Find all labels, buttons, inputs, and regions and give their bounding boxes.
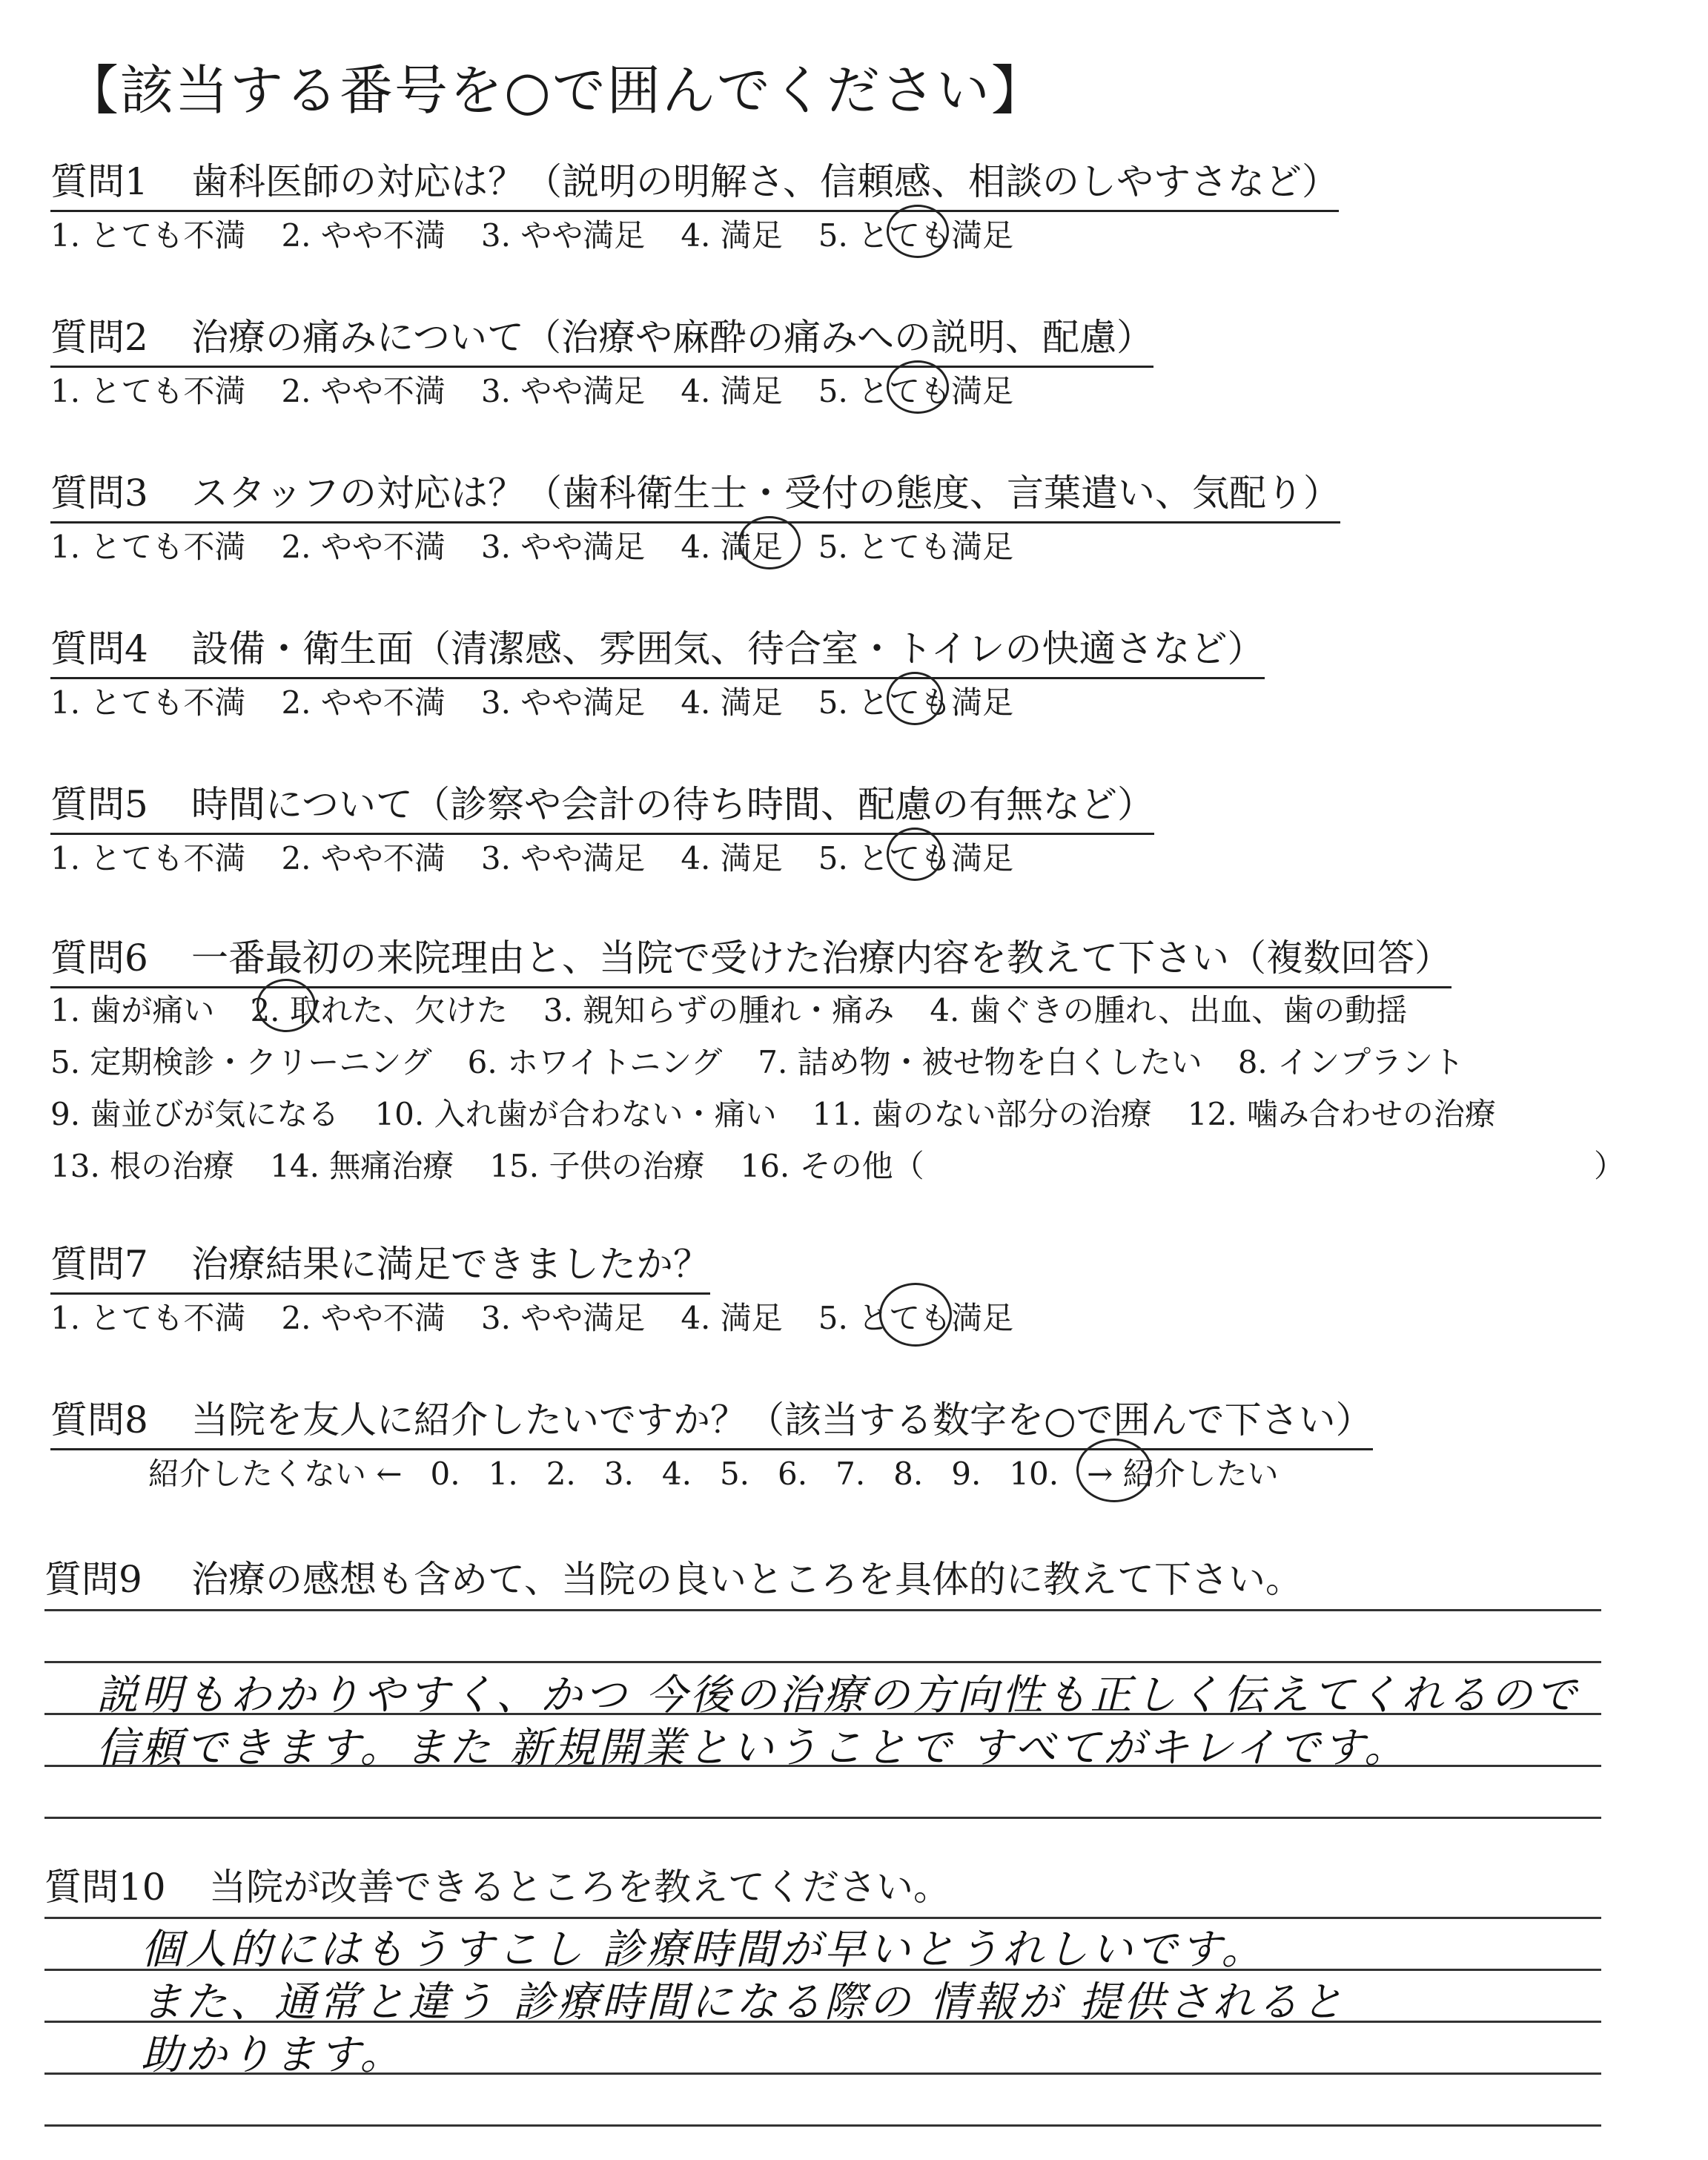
q1-option-1[interactable]: 1. とても不満 xyxy=(50,217,246,254)
question-7-number: 質問7 xyxy=(50,1243,148,1286)
q8-scale-1[interactable]: 1. xyxy=(488,1456,518,1492)
q2-option-2[interactable]: 2. やや不満 xyxy=(281,373,446,409)
q1-selected-circle xyxy=(887,205,949,258)
question-4-heading xyxy=(50,619,1265,679)
question-4-number: 質問4 xyxy=(50,627,148,670)
question-5-number: 質問5 xyxy=(50,783,148,826)
q10-answer-line-5 xyxy=(44,2124,1601,2127)
q4-option-1[interactable]: 1. とても不満 xyxy=(50,684,246,721)
question-9-heading xyxy=(44,1550,1302,1603)
question-5-text: 時間について（診察や会計の待ち時間、配慮の有無など） xyxy=(191,783,1154,826)
q6-option-2[interactable]: 2. 取れた、欠けた xyxy=(250,992,508,1028)
q8-left-label: 紹介したくない ← xyxy=(148,1456,403,1492)
question-10-heading xyxy=(44,1857,950,1911)
question-2-number: 質問2 xyxy=(50,316,148,359)
q2-option-3[interactable]: 3. やや満足 xyxy=(480,373,646,409)
question-9-text: 治療の感想も含めて、当院の良いところを具体的に教えて下さい。 xyxy=(191,1558,1302,1601)
q6-option-3[interactable]: 3. 親知らずの腫れ・痛み xyxy=(543,992,895,1028)
q8-scale-4[interactable]: 4. xyxy=(661,1456,692,1492)
q7-option-5[interactable]: 5. とても満足 xyxy=(818,1300,1014,1336)
question-7-heading xyxy=(50,1235,710,1295)
q6-option-14[interactable]: 14. 無痛治療 xyxy=(270,1148,454,1184)
question-10-text: 当院が改善できるところを教えてください。 xyxy=(209,1866,950,1909)
question-8-heading xyxy=(50,1390,1373,1450)
q6-option-11[interactable]: 11. 歯のない部分の治療 xyxy=(812,1096,1152,1132)
question-6-text: 一番最初の来院理由と、当院で受けた治療内容を教えて下さい（複数回答） xyxy=(191,937,1452,980)
q7-option-3[interactable]: 3. やや満足 xyxy=(480,1300,646,1336)
q7-option-4[interactable]: 4. 満足 xyxy=(681,1300,783,1336)
q8-scale-7[interactable]: 7. xyxy=(835,1456,866,1492)
q9-answer-line-5 xyxy=(44,1817,1601,1819)
q1-option-2[interactable]: 2. やや不満 xyxy=(281,217,446,254)
q8-scale-5[interactable]: 5. xyxy=(719,1456,750,1492)
q7-option-2[interactable]: 2. やや不満 xyxy=(281,1300,446,1336)
q4-option-3[interactable]: 3. やや満足 xyxy=(480,684,646,721)
q2-option-5[interactable]: 5. とても満足 xyxy=(818,373,1014,409)
question-6-row-3 xyxy=(50,1090,1532,1135)
question-2-heading xyxy=(50,308,1153,368)
q10-handwritten-answer-3[interactable]: 助かります。 xyxy=(141,2031,405,2079)
q3-option-3[interactable]: 3. やや満足 xyxy=(480,529,646,565)
q5-option-4[interactable]: 4. 満足 xyxy=(681,840,783,876)
q7-option-1[interactable]: 1. とても不満 xyxy=(50,1300,246,1336)
q1-option-5[interactable]: 5. とても満足 xyxy=(818,217,1014,254)
q8-scale-9[interactable]: 9. xyxy=(951,1456,982,1492)
q5-option-2[interactable]: 2. やや不満 xyxy=(281,840,446,876)
q4-option-4[interactable]: 4. 満足 xyxy=(681,684,783,721)
question-10-number: 質問10 xyxy=(44,1866,166,1909)
q6-option-7[interactable]: 7. 詰め物・被せ物を白くしたい xyxy=(758,1044,1202,1080)
question-1-heading xyxy=(50,152,1339,212)
q4-option-2[interactable]: 2. やや不満 xyxy=(281,684,446,721)
q8-scale-10[interactable]: 10. xyxy=(1009,1456,1059,1492)
q3-option-1[interactable]: 1. とても不満 xyxy=(50,529,246,565)
question-4-text: 設備・衛生面（清潔感、雰囲気、待合室・トイレの快適さなど） xyxy=(191,627,1265,670)
question-3-text: スタッフの対応は？（歯科衛生士・受付の態度、言葉遣い、気配り） xyxy=(191,472,1340,515)
q10-handwritten-answer-1[interactable]: 個人的にはもうすこし 診療時間が早いとうれしいです。 xyxy=(141,1926,1266,1974)
question-6-row-4 xyxy=(50,1142,960,1186)
question-6-number: 質問6 xyxy=(50,937,148,980)
question-1-text: 歯科医師の対応は？（説明の明解さ、信頼感、相談のしやすさなど） xyxy=(191,160,1339,203)
q4-selected-circle xyxy=(887,672,943,725)
q9-handwritten-answer-2[interactable]: 信頼できます。また 新規開業ということで すべてがキレイです。 xyxy=(96,1724,1409,1772)
q6-option-15[interactable]: 15. 子供の治療 xyxy=(489,1148,705,1184)
page-title: 【該当する番号を○で囲んでください】 xyxy=(65,59,1046,122)
q8-scale-6[interactable]: 6. xyxy=(778,1456,808,1492)
q3-selected-circle xyxy=(738,516,801,569)
q5-option-5[interactable]: 5. とても満足 xyxy=(818,840,1014,876)
q5-option-3[interactable]: 3. やや満足 xyxy=(480,840,646,876)
question-1-number: 質問1 xyxy=(50,160,148,203)
q6-option-6[interactable]: 6. ホワイトニング xyxy=(467,1044,723,1080)
question-9-number: 質問9 xyxy=(44,1558,142,1601)
q6-option-10[interactable]: 10. 入れ歯が合わない・痛い xyxy=(374,1096,777,1132)
q6-option-4[interactable]: 4. 歯ぐきの腫れ、出血、歯の動揺 xyxy=(930,992,1408,1028)
q2-selected-circle xyxy=(887,360,949,414)
q1-option-4[interactable]: 4. 満足 xyxy=(681,217,783,254)
question-2-text: 治療の痛みについて（治療や麻酔の痛みへの説明、配慮） xyxy=(191,316,1153,359)
q9-handwritten-answer-1[interactable]: 説明もわかりやすく、かつ 今後の治療の方向性も正しく伝えてくれるので xyxy=(96,1671,1580,1720)
q8-scale-8[interactable]: 8. xyxy=(893,1456,924,1492)
q8-selected-circle xyxy=(1076,1439,1152,1502)
q10-handwritten-answer-2[interactable]: また、通常と違う 診療時間になる際の 情報が 提供されると xyxy=(141,1978,1346,2027)
q2-option-1[interactable]: 1. とても不満 xyxy=(50,373,246,409)
question-6-heading xyxy=(50,928,1452,988)
question-3-heading xyxy=(50,463,1340,524)
q8-right-label: → 紹介したい xyxy=(1087,1456,1279,1492)
question-6-row-2 xyxy=(50,1038,1500,1083)
q5-selected-circle xyxy=(887,828,943,881)
q9-answer-line-1 xyxy=(44,1609,1601,1611)
q5-option-1[interactable]: 1. とても不満 xyxy=(50,840,246,876)
question-3-number: 質問3 xyxy=(50,472,148,515)
q6-selected-circle xyxy=(256,979,316,1032)
q8-scale-0[interactable]: 0. xyxy=(430,1456,460,1492)
question-8-number: 質問8 xyxy=(50,1398,148,1441)
q6-option-13[interactable]: 13. 根の治療 xyxy=(50,1148,235,1184)
q2-option-4[interactable]: 4. 満足 xyxy=(681,373,783,409)
q7-selected-circle xyxy=(879,1283,952,1347)
q6-option-16[interactable]: 16. その他（ xyxy=(740,1148,924,1184)
q6-option-5[interactable]: 5. 定期検診・クリーニング xyxy=(50,1044,432,1080)
q8-scale-2[interactable]: 2. xyxy=(546,1456,576,1492)
q3-option-2[interactable]: 2. やや不満 xyxy=(281,529,446,565)
q4-option-5[interactable]: 5. とても満足 xyxy=(818,684,1014,721)
question-8-text: 当院を友人に紹介したいですか？（該当する数字を○で囲んで下さい） xyxy=(191,1398,1373,1441)
q3-option-4[interactable]: 4. 満足 xyxy=(681,529,783,565)
q6-option-9[interactable]: 9. 歯並びが気になる xyxy=(50,1096,340,1132)
q8-scale-3[interactable]: 3. xyxy=(603,1456,634,1492)
q6-option-8[interactable]: 8. インプラント xyxy=(1237,1044,1465,1080)
q3-option-5[interactable]: 5. とても満足 xyxy=(818,529,1014,565)
question-5-heading xyxy=(50,775,1154,835)
q1-option-3[interactable]: 3. やや満足 xyxy=(480,217,646,254)
question-7-text: 治療結果に満足できましたか？ xyxy=(191,1243,710,1286)
q6-option-1[interactable]: 1. 歯が痛い xyxy=(50,992,215,1028)
question-3-options xyxy=(50,523,1049,567)
q6-option-12[interactable]: 12. 噛み合わせの治療 xyxy=(1187,1096,1496,1132)
q6-other-close-paren: ） xyxy=(1594,1148,1626,1184)
